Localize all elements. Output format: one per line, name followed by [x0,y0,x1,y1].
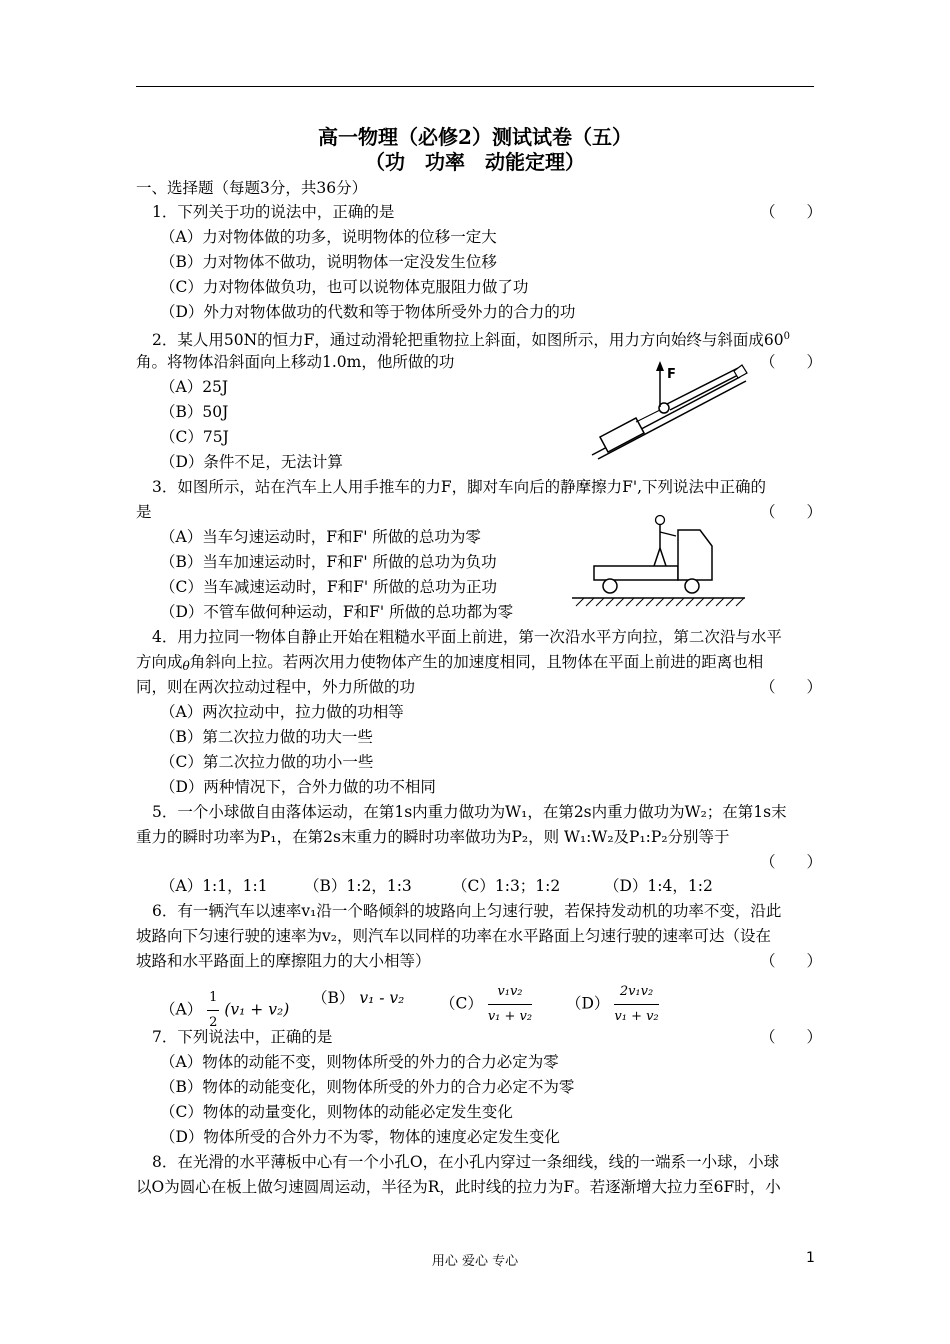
q5-option-b: （B）1:2，1:3 [304,877,412,895]
q6-option-c: （C） $\frac{\text{v₁v₂}}{\text{v₁ + v₂}}$ [440,980,532,1029]
q6-stem-line1: 6．有一辆汽车以速率v₁沿一个略倾斜的坡路向上匀速行驶，若保持发动机的功率不变，沿此 [152,902,782,920]
q5-option-d: （D）1:4，1:2 [604,877,713,895]
page-title: 高一物理（必修2）测试试卷（五） [318,125,632,149]
q6-answer-blank: （ ） [760,952,823,970]
page-subtitle: （功 功率 动能定理） [365,150,585,174]
q6-stem-line3: 坡路和水平路面上的摩擦阻力的大小相等） [136,952,431,970]
section-heading: 一、选择题（每题3分，共36分） [136,179,368,197]
incline-pulley-figure [570,355,800,465]
q7-option-b: （B）物体的动能变化，则物体所受的外力的合力必定不为零 [160,1078,575,1096]
q7-option-c: （C）物体的动量变化，则物体的动能必定发生变化 [160,1103,513,1121]
q5-option-a: （A）1:1，1:1 [160,877,268,895]
q5-stem-line1: 5．一个小球做自由落体运动，在第1s内重力做功为W₁，在第2s内重力做功为W₂；在第1s末 [152,803,787,821]
q6-option-d: （D） $\frac{\text{2v₁v₂}}{\text{v₁ + v₂}}$ [566,980,659,1029]
q2-option-a: （A）25J [160,378,229,396]
q5-stem-line2: 重力的瞬时功率为P₁，在第2s末重力的瞬时功率做功为P₂，则 W₁:W₂及P₁:P₂分别等于 [136,828,730,846]
q7-answer-blank: （ ） [760,1028,823,1046]
q7-option-d: （D）物体所受的合外力不为零，物体的速度必定发生变化 [160,1128,560,1146]
q3-stem-line1: 3．如图所示，站在汽车上人用手推车的力F，脚对车向后的静摩擦力F',下列说法中正确的 [152,478,767,496]
q7-option-a: （A）物体的动能不变，则物体所受的外力的合力必定为零 [160,1053,559,1071]
q3-answer-blank: （ ） [760,503,823,521]
footer-motto: 用心 爱心 专心 [431,1254,519,1269]
page-number: 1 [806,1250,815,1266]
q7-stem: 7．下列说法中，正确的是 [152,1028,333,1046]
q4-stem-line1: 4．用力拉同一物体自静止开始在粗糙水平面上前进，第一次沿水平方向拉，第二次沿与水平 [152,628,782,646]
q3-stem-line2: 是 [136,503,152,521]
q4-stem-line3: 同，则在两次拉动过程中，外力所做的功 [136,678,416,696]
q2-stem-line1: 2．某人用50N的恒力F，通过动滑轮把重物拉上斜面，如图所示，用力方向始终与斜面成$60^0$ [152,331,791,350]
q3-option-c: （C）当车减速运动时，F和F' 所做的总功为正功 [160,578,498,596]
q5-answer-blank: （ ） [760,853,823,871]
q4-answer-blank: （ ） [760,678,823,696]
q1-option-d: （D）外力对物体做功的代数和等于物体所受外力的合力的功 [160,303,576,321]
q3-option-a: （A）当车匀速运动时，F和F' 所做的总功为零 [160,528,481,546]
q2-figure-force-label: F [667,367,676,382]
q4-option-a: （A）两次拉动中，拉力做的功相等 [160,703,404,721]
q1-stem: 1．下列关于功的说法中，正确的是 [152,203,395,221]
q6-stem-line2: 坡路向下匀速行驶的速率为v₂，则汽车以同样的功率在水平路面上匀速行驶的速率可达（设在 [136,927,771,945]
q4-option-b: （B）第二次拉力做的功大一些 [160,728,373,746]
q5-option-c: （C）1:3；1:2 [452,877,561,895]
q1-option-b: （B）力对物体不做功，说明物体一定没发生位移 [160,253,497,271]
q1-option-a: （A）力对物体做的功多，说明物体的位移一定大 [160,228,497,246]
q2-option-d: （D）条件不足，无法计算 [160,453,343,471]
q2-option-b: （B）50J [160,403,229,421]
q8-stem-line2: 以O为圆心在板上做匀速圆周运动，半径为R，此时线的拉力为F。若逐渐增大拉力至6F时，小 [136,1178,781,1196]
q2-option-c: （C）75J [160,428,229,446]
q8-stem-line1: 8．在光滑的水平薄板中心有一个小孔O，在小孔内穿过一条细线，线的一端系一小球，小球 [152,1153,780,1171]
q4-option-d: （D）两种情况下，合外力做的功不相同 [160,778,436,796]
q4-stem-line2: 方向成θ角斜向上拉。若两次用力使物体产生的加速度相同，且物体在平面上前进的距离也相 [136,653,764,673]
truck-person-figure [570,510,750,610]
q1-answer-blank: （ ） [760,203,823,221]
q2-answer-blank: （ ） [760,353,823,371]
q3-option-b: （B）当车加速运动时，F和F' 所做的总功为负功 [160,553,497,571]
q4-option-c: （C）第二次拉力做的功小一些 [160,753,374,771]
q6-option-a: （A） $\frac{1}{2}$ (v₁ + v₂) [160,986,289,1035]
q2-stem-line2: 角。将物体沿斜面向上移动1.0m，他所做的功 [136,353,455,371]
q3-option-d: （D）不管车做何种运动，F和F' 所做的总功都为零 [160,603,514,621]
header-rule [136,86,814,87]
q1-option-c: （C）力对物体做负功，也可以说物体克服阻力做了功 [160,278,529,296]
q6-option-b: （B） v₁ - v₂ [312,989,405,1007]
